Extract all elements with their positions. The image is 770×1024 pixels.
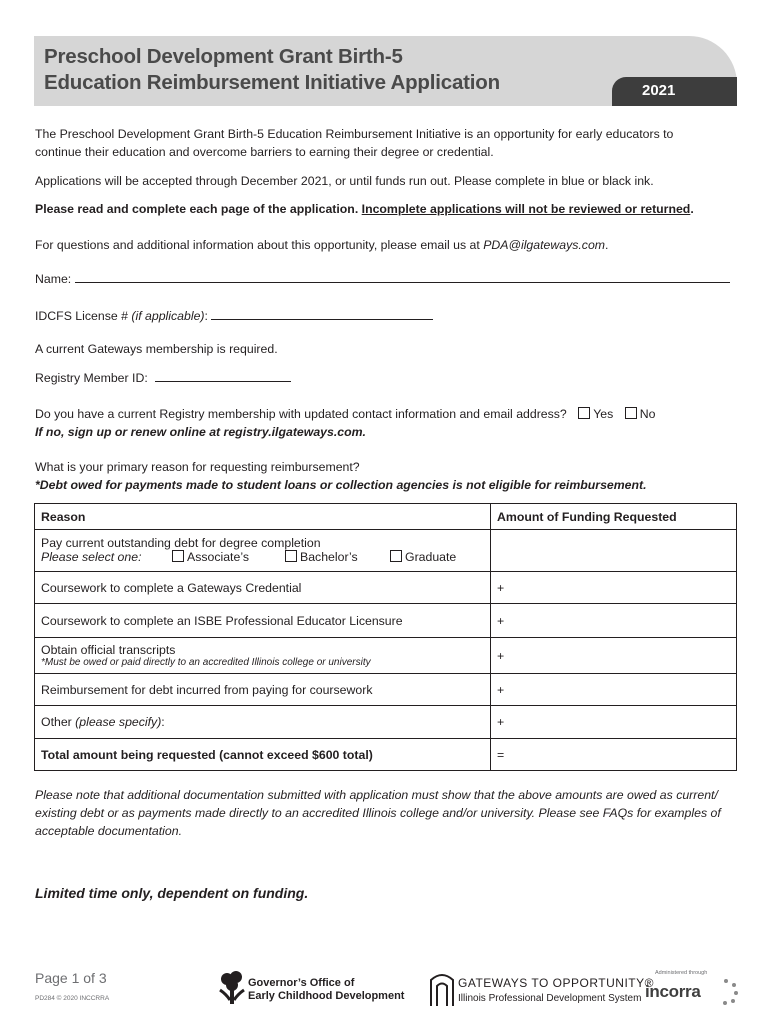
plus-sign: + bbox=[497, 715, 505, 729]
name-row bbox=[35, 270, 730, 288]
registry-question: Do you have a current Registry membership with updated contact information and email address? bbox=[35, 407, 567, 421]
page-title bbox=[44, 44, 500, 96]
table-row bbox=[35, 739, 737, 771]
gov-office-logo-icon bbox=[218, 970, 246, 1008]
intro-paragraph-1 bbox=[35, 125, 673, 161]
gateways-logo bbox=[428, 970, 654, 1010]
registry-label: Registry Member ID: bbox=[35, 371, 148, 385]
contact-email-link[interactable]: PDA@ilgateways.com bbox=[483, 238, 606, 252]
intro-p1-line2: continue their education and overcome barriers to earning their degree or credential. bbox=[35, 145, 494, 159]
period: . bbox=[690, 202, 694, 216]
intro-paragraph-2: Applications will be accepted through December 2021, or until funds run out. Please complete in blue or black ink. bbox=[35, 174, 654, 188]
table-header-row bbox=[35, 504, 737, 530]
gov-office-line1: Governor’s Office of bbox=[248, 977, 355, 989]
year-text: 2021 bbox=[642, 82, 676, 99]
transcripts-amount-field[interactable] bbox=[491, 638, 737, 674]
gateways-credential-amount-field[interactable] bbox=[491, 572, 737, 604]
gateways-credential-label: Coursework to complete a Gateways Credential bbox=[35, 572, 491, 604]
gateways-subtitle: Illinois Professional Development System bbox=[458, 993, 642, 1004]
inccrra-administered-text: Administered through bbox=[655, 970, 708, 976]
reason-question: What is your primary reason for requesting reimbursement? bbox=[35, 460, 360, 474]
isbe-licensure-amount-field[interactable] bbox=[491, 604, 737, 638]
other-amount-field[interactable] bbox=[491, 706, 737, 739]
form-id: PD284 © 2020 INCCRRA bbox=[35, 995, 110, 1002]
associates-checkbox[interactable] bbox=[172, 550, 184, 562]
registry-question-row bbox=[35, 405, 655, 423]
other-note: (please specify) bbox=[75, 715, 162, 729]
yes-option[interactable] bbox=[578, 407, 613, 421]
gateways-title: GATEWAYS TO OPPORTUNITY® bbox=[458, 976, 654, 990]
plus-sign: + bbox=[497, 580, 505, 595]
other-label: Other bbox=[41, 715, 76, 729]
table-row bbox=[35, 530, 737, 572]
other-colon: : bbox=[161, 715, 165, 729]
no-checkbox[interactable] bbox=[625, 407, 637, 419]
table-row bbox=[35, 706, 737, 739]
gov-office-line2: Early Childhood Development bbox=[248, 990, 405, 1002]
table-row bbox=[35, 572, 737, 604]
reimbursement-table bbox=[34, 503, 737, 771]
select-one-label: Please select one: bbox=[41, 549, 142, 564]
reason-cell bbox=[35, 530, 491, 572]
bachelors-checkbox[interactable] bbox=[285, 550, 297, 562]
idcfs-label: IDCFS License # bbox=[35, 309, 132, 323]
total-label: Total amount being requested (cannot exceed $600 total) bbox=[35, 739, 491, 771]
graduate-checkbox[interactable] bbox=[390, 550, 402, 562]
name-label: Name: bbox=[35, 272, 72, 286]
inccrra-dots-icon bbox=[713, 978, 739, 1006]
associates-label: Associate’s bbox=[187, 549, 249, 564]
inccrra-wordmark: incorra bbox=[645, 982, 701, 1001]
gov-office-logo bbox=[218, 970, 418, 1010]
transcripts-note: *Must be owed or paid directly to an accredited Illinois college or university bbox=[41, 657, 371, 668]
reason-column-header: Reason bbox=[35, 504, 491, 530]
no-label: No bbox=[639, 407, 656, 421]
degree-debt-amount-field[interactable] bbox=[491, 530, 737, 572]
table-row bbox=[35, 638, 737, 674]
intro-p1-line1: The Preschool Development Grant Birth-5 Education Reimbursement Initiative is an opportunity for early educators to bbox=[35, 127, 674, 141]
graduate-option[interactable] bbox=[390, 550, 456, 564]
page-number: Page 1 of 3 bbox=[35, 970, 107, 986]
table-row bbox=[35, 604, 737, 638]
title-line-1: Preschool Development Grant Birth-5 bbox=[44, 45, 403, 68]
idcfs-note: (if applicable) bbox=[131, 309, 205, 323]
table-row bbox=[35, 674, 737, 706]
isbe-licensure-label: Coursework to complete an ISBE Professional Educator Licensure bbox=[35, 604, 491, 638]
yes-checkbox[interactable] bbox=[578, 407, 590, 419]
reason-note: *Debt owed for payments made to student loans or collection agencies is not eligible for reimbursement. bbox=[35, 478, 647, 492]
questions-text: For questions and additional information about this opportunity, please email us at bbox=[35, 238, 484, 252]
coursework-debt-amount-field[interactable] bbox=[491, 674, 737, 706]
associates-option[interactable] bbox=[172, 550, 249, 564]
period: . bbox=[605, 238, 609, 252]
title-line-2: Education Reimbursement Initiative Application bbox=[44, 71, 500, 94]
registry-id-field[interactable] bbox=[155, 369, 291, 382]
membership-required-text: A current Gateways membership is required. bbox=[35, 342, 278, 356]
plus-sign: + bbox=[497, 682, 505, 697]
inccrra-logo bbox=[645, 970, 740, 1010]
idcfs-row bbox=[35, 307, 433, 325]
degree-debt-label: Pay current outstanding debt for degree completion bbox=[41, 535, 321, 550]
gateways-arch-icon bbox=[428, 970, 456, 1008]
total-amount-field[interactable] bbox=[491, 739, 737, 771]
year-badge bbox=[612, 77, 737, 106]
plus-sign: + bbox=[497, 648, 505, 663]
name-field[interactable] bbox=[75, 270, 730, 283]
plus-sign: + bbox=[497, 613, 505, 628]
incomplete-warning: Incomplete applications will not be reviewed or returned bbox=[361, 202, 691, 216]
idcfs-license-field[interactable] bbox=[211, 307, 433, 320]
bachelors-option[interactable] bbox=[285, 550, 358, 564]
amount-column-header: Amount of Funding Requested bbox=[491, 504, 737, 530]
yes-label: Yes bbox=[593, 407, 614, 421]
transcripts-label: Obtain official transcripts bbox=[41, 643, 176, 657]
bachelors-label: Bachelor’s bbox=[300, 549, 358, 564]
limited-time-notice: Limited time only, dependent on funding. bbox=[35, 885, 309, 901]
graduate-label: Graduate bbox=[405, 549, 457, 564]
intro-paragraph-4 bbox=[35, 236, 608, 254]
documentation-note: Please note that additional documentation submitted with application must show that the above amounts are owed as current/ existing debt or as payments made directly to an accredited Illinois college and/or university. Please see FAQs for examples of acceptable documentation. bbox=[35, 788, 721, 838]
intro-paragraph-3 bbox=[35, 200, 694, 218]
registry-row bbox=[35, 369, 291, 387]
equals-sign: = bbox=[497, 747, 505, 762]
instructions-text: Please read and complete each page of the application. bbox=[35, 202, 362, 216]
registry-signup-text: If no, sign up or renew online at registry.ilgateways.com. bbox=[35, 425, 366, 439]
degree-options bbox=[41, 550, 484, 566]
no-option[interactable] bbox=[625, 407, 656, 421]
transcripts-cell bbox=[35, 638, 491, 674]
gov-office-name bbox=[248, 977, 404, 1003]
coursework-debt-label: Reimbursement for debt incurred from paying for coursework bbox=[35, 674, 491, 706]
other-reason-field[interactable] bbox=[35, 706, 491, 739]
idcfs-colon: : bbox=[204, 309, 208, 323]
